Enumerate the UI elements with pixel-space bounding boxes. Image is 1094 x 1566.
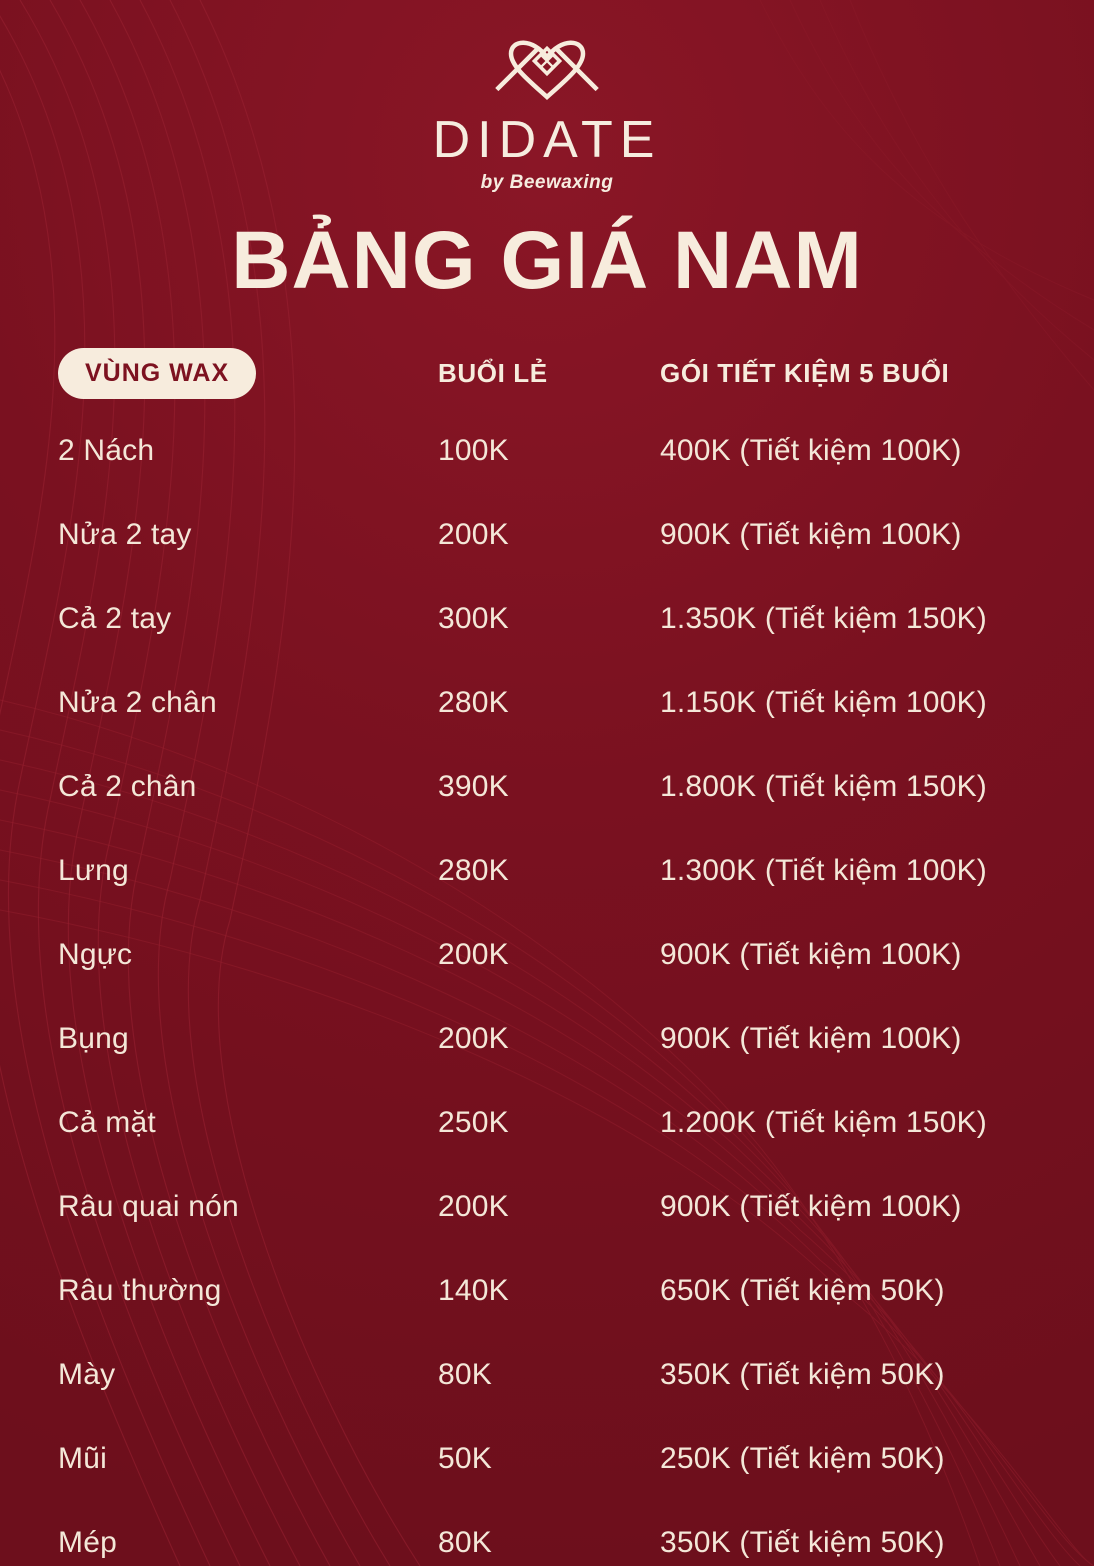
table-row	[58, 1333, 1036, 1417]
cell-single: 80K	[438, 1358, 492, 1391]
table-header-row	[58, 348, 1036, 399]
table-row	[58, 661, 1036, 745]
brand-wordmark: DIDATE	[432, 111, 662, 169]
cell-package: 1.800K (Tiết kiệm 150K)	[660, 770, 987, 803]
cell-area: Bụng	[58, 1022, 129, 1055]
table-row	[58, 913, 1036, 997]
brand-tagline: by Beewaxing	[480, 172, 614, 193]
cell-area: Lưng	[58, 854, 129, 887]
price-table	[58, 348, 1036, 1566]
cell-single: 280K	[438, 854, 509, 887]
header-cell-area	[58, 348, 438, 399]
cell-package: 900K (Tiết kiệm 100K)	[660, 1022, 962, 1055]
cell-area: 2 Nách	[58, 434, 155, 467]
cell-single: 200K	[438, 1022, 509, 1055]
cell-area: Cả 2 chân	[58, 770, 197, 803]
table-row	[58, 1501, 1036, 1566]
cell-area: Cả 2 tay	[58, 602, 172, 635]
table-row	[58, 1081, 1036, 1165]
cell-package: 250K (Tiết kiệm 50K)	[660, 1442, 945, 1475]
cell-single: 390K	[438, 770, 509, 803]
cell-single: 140K	[438, 1274, 509, 1307]
cell-package: 1.150K (Tiết kiệm 100K)	[660, 686, 987, 719]
table-row	[58, 409, 1036, 493]
table-row	[58, 1165, 1036, 1249]
cell-area: Nửa 2 chân	[58, 686, 217, 719]
table-row	[58, 997, 1036, 1081]
brand-logo-block	[58, 0, 1036, 194]
cell-area: Ngực	[58, 938, 133, 971]
cell-single: 200K	[438, 938, 509, 971]
cell-single: 80K	[438, 1526, 492, 1559]
cell-area: Mũi	[58, 1442, 107, 1475]
cell-area: Mày	[58, 1358, 116, 1391]
cell-area: Mép	[58, 1526, 117, 1559]
cell-package: 900K (Tiết kiệm 100K)	[660, 938, 962, 971]
cell-single: 300K	[438, 602, 509, 635]
cell-area: Râu quai nón	[58, 1190, 239, 1223]
cell-single: 50K	[438, 1442, 492, 1475]
cell-single: 200K	[438, 518, 509, 551]
cell-package: 1.300K (Tiết kiệm 100K)	[660, 854, 987, 887]
table-row	[58, 745, 1036, 829]
cell-package: 350K (Tiết kiệm 50K)	[660, 1526, 945, 1559]
cell-single: 280K	[438, 686, 509, 719]
page-title: BẢNG GIÁ NAM	[231, 215, 863, 306]
cell-package: 900K (Tiết kiệm 100K)	[660, 518, 962, 551]
table-row	[58, 577, 1036, 661]
cell-area: Cả mặt	[58, 1106, 156, 1139]
cell-area: Râu thường	[58, 1274, 222, 1307]
cell-package: 1.200K (Tiết kiệm 150K)	[660, 1106, 987, 1139]
header-cell-package: GÓI TIẾT KIỆM 5 BUỔI	[660, 358, 950, 388]
cell-single: 200K	[438, 1190, 509, 1223]
cell-package: 400K (Tiết kiệm 100K)	[660, 434, 962, 467]
cell-single: 100K	[438, 434, 509, 467]
cell-area: Nửa 2 tay	[58, 518, 192, 551]
table-row	[58, 1417, 1036, 1501]
cell-package: 900K (Tiết kiệm 100K)	[660, 1190, 962, 1223]
table-row	[58, 829, 1036, 913]
didate-heart-monogram-icon	[493, 34, 601, 106]
table-row	[58, 1249, 1036, 1333]
table-row	[58, 493, 1036, 577]
area-header-pill: VÙNG WAX	[58, 348, 256, 399]
cell-package: 1.350K (Tiết kiệm 150K)	[660, 602, 987, 635]
header-cell-single: BUỔI LẺ	[438, 358, 548, 388]
cell-single: 250K	[438, 1106, 509, 1139]
cell-package: 350K (Tiết kiệm 50K)	[660, 1358, 945, 1391]
cell-package: 650K (Tiết kiệm 50K)	[660, 1274, 945, 1307]
